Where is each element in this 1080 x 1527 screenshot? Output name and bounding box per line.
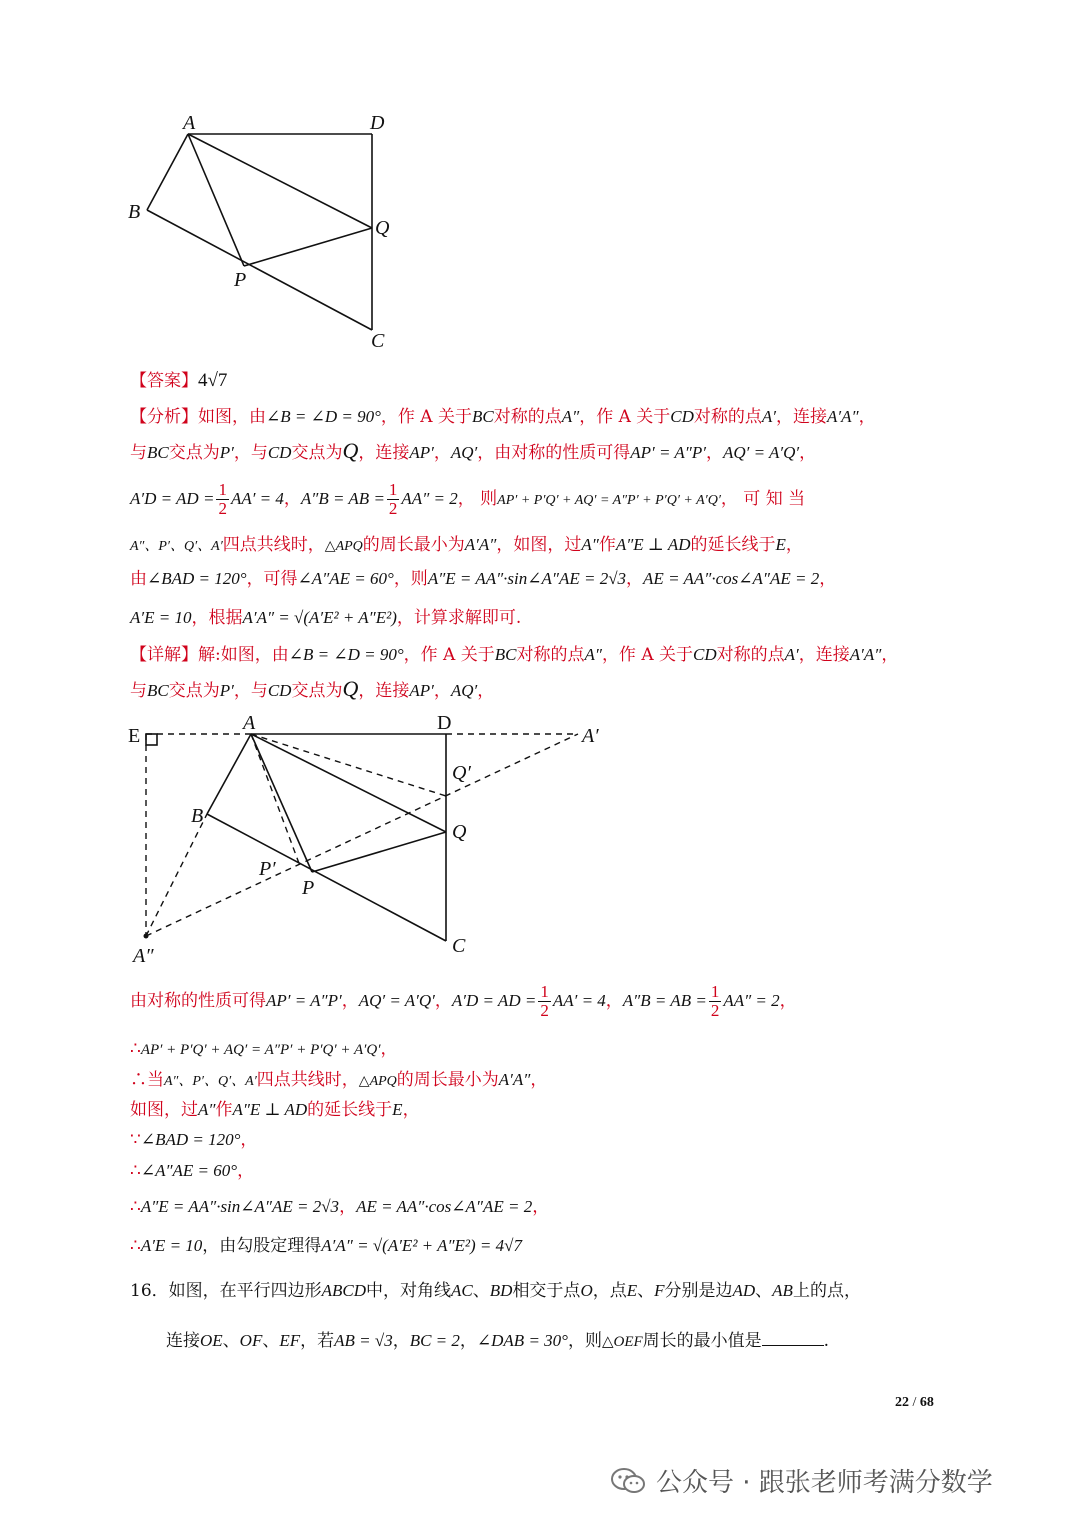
math: AA′ = 4 — [230, 489, 284, 508]
text: 与 — [130, 443, 147, 463]
analysis-line-1 — [130, 402, 970, 432]
text: ， — [881, 645, 899, 665]
text: ， — [237, 1161, 255, 1181]
text: ， — [626, 569, 644, 589]
denominator: 2 — [710, 1001, 720, 1020]
step-line-4 — [130, 1095, 970, 1125]
math: AQ′ = A′Q′ — [722, 443, 800, 462]
text: 、 — [262, 1331, 280, 1351]
math: P′ — [219, 681, 234, 700]
math: ∠B = ∠D = 90° — [288, 645, 404, 664]
fig2-label-b: B — [191, 805, 204, 827]
fig2-label-q-prime: Q′ — [452, 762, 471, 784]
numerator: 1 — [388, 480, 398, 499]
text: 对称的点 — [493, 407, 562, 427]
text: 的周长最小为 — [362, 535, 465, 555]
math: AA′ = 4 — [552, 991, 606, 1010]
numerator: 1 — [710, 982, 720, 1001]
fig1-label-q: Q — [375, 217, 390, 239]
text: ， — [799, 443, 817, 463]
math: Q — [342, 676, 359, 701]
math: OF — [239, 1331, 263, 1350]
math: A″B = AB = — [300, 489, 385, 508]
step-line-8 — [130, 1231, 970, 1261]
math: A″E ⊥ AD — [615, 535, 691, 554]
math: A″ — [198, 1100, 216, 1119]
analysis-tag: 【分析】 — [130, 407, 198, 427]
text: ， 可 知 当 — [720, 489, 806, 509]
fig2-label-p: P — [302, 877, 315, 899]
text: 相交于点 — [512, 1281, 581, 1301]
text: 的延长线于 — [690, 535, 776, 555]
analysis-line-4 — [130, 530, 970, 562]
text: . — [823, 1331, 830, 1351]
text: ， — [341, 991, 359, 1011]
text: ， — [283, 489, 301, 509]
math: A″ — [561, 407, 580, 426]
text: 如图，过 — [130, 1100, 198, 1120]
math: CD — [267, 681, 292, 700]
text: ， — [433, 443, 451, 463]
math: AP′ — [409, 681, 434, 700]
math: CD — [670, 407, 694, 426]
math: AP′ + P′Q′ + AQ′ = A″P′ + P′Q′ + A′Q′ — [140, 1042, 381, 1058]
text: 对称的点 — [693, 407, 762, 427]
math: EF — [279, 1331, 301, 1350]
text: 对称的点 — [716, 645, 785, 665]
fig1-label-c: C — [371, 330, 385, 352]
text: ， — [779, 991, 797, 1011]
wechat-icon — [610, 1467, 646, 1495]
math: O — [580, 1281, 593, 1300]
math: ∠DAB = 30° — [476, 1331, 568, 1350]
fig1-label-a: A — [183, 112, 196, 134]
text: 、 — [637, 1281, 655, 1301]
math: △OEF — [601, 1334, 643, 1350]
math: AQ′ — [450, 443, 478, 462]
text: ，作 A 关于 — [403, 645, 495, 665]
fig2-label-a-double-prime: A″ — [133, 945, 154, 967]
text: 交点为 — [291, 681, 343, 701]
text: ， — [785, 535, 803, 555]
math: CD — [267, 443, 292, 462]
math: A′A″ — [849, 645, 882, 664]
problem-16-line-1 — [130, 1276, 970, 1306]
text: ∴ — [130, 1197, 141, 1217]
math: AA″ = 2 — [723, 991, 780, 1010]
text: ， — [532, 1197, 550, 1217]
text: 对称的点 — [516, 645, 585, 665]
math: ∠B = ∠D = 90° — [266, 407, 381, 426]
problem-number: 16． — [130, 1281, 169, 1301]
step-line-3 — [130, 1065, 970, 1097]
text: ，与 — [233, 681, 268, 701]
numerator: 1 — [540, 982, 549, 1001]
math: ABCD — [321, 1281, 367, 1300]
text: 的周长最小为 — [396, 1070, 499, 1090]
answer-line — [130, 366, 970, 396]
step-line-2 — [130, 1034, 970, 1065]
text: ，若 — [300, 1331, 335, 1351]
text: ， — [433, 681, 451, 701]
text: 周长的最小值是 — [642, 1331, 762, 1351]
page-number — [895, 1395, 934, 1411]
text: 、 — [472, 1281, 490, 1301]
text: 解:如图，由 — [198, 645, 289, 665]
math: BC — [472, 407, 494, 426]
text: ， — [705, 443, 723, 463]
text: ， — [380, 1039, 398, 1059]
text: 上的点， — [792, 1281, 861, 1301]
math: A′A″ = √(A′E² + A″E²) — [242, 608, 397, 627]
text: 分别是边 — [664, 1281, 733, 1301]
text: ，可得 — [246, 569, 298, 589]
text: ， — [459, 1331, 477, 1351]
text: ，作 A 关于 — [380, 407, 472, 427]
detail-line-2 — [130, 674, 970, 706]
math: E — [775, 535, 786, 554]
math: AP′ + P′Q′ + AQ′ = A″P′ + P′Q′ + A′Q′ — [497, 493, 721, 508]
answer-blank — [762, 1329, 824, 1346]
math: A″ — [581, 535, 599, 554]
analysis-line-6 — [130, 603, 970, 633]
math: Q — [342, 438, 359, 463]
math: A″、P′、Q′、A′ — [130, 539, 223, 554]
math: A′A″ = √(A′E² + A″E²) = 4√7 — [321, 1236, 522, 1255]
fig2-label-q: Q — [452, 821, 467, 843]
math: AP′ — [409, 443, 434, 462]
text: ， — [339, 1197, 357, 1217]
math: BC — [494, 645, 517, 664]
text: ， — [434, 991, 452, 1011]
page-current: 22 — [895, 1395, 909, 1410]
math: A″ — [584, 645, 602, 664]
fraction — [387, 481, 400, 518]
math: ∠BAD = 120° — [147, 569, 247, 588]
text: ， — [392, 1331, 410, 1351]
step-line-5 — [130, 1125, 970, 1155]
math: A″、P′、Q′、A′ — [164, 1074, 257, 1089]
math: AA″ = 2 — [401, 489, 458, 508]
watermark — [610, 1462, 993, 1499]
text: ，则 — [567, 1331, 602, 1351]
fig2-label-e: E — [128, 725, 141, 747]
text: 由 — [130, 569, 147, 589]
text: ∴ — [130, 1236, 141, 1256]
math: A′A″ — [827, 407, 859, 426]
math: OE — [200, 1331, 223, 1350]
text: 如图，在平行四边形 — [168, 1281, 322, 1301]
math: AC — [451, 1281, 473, 1300]
text: ， — [858, 407, 876, 427]
math: AB — [772, 1281, 793, 1300]
denominator: 2 — [388, 499, 398, 518]
text: 如图，由 — [198, 407, 266, 427]
text: ，根据 — [191, 608, 243, 628]
text: 作 — [215, 1100, 233, 1120]
analysis-line-3 — [130, 476, 970, 522]
text: ， — [402, 1100, 420, 1120]
math: A′ — [784, 645, 799, 664]
step-line-1 — [130, 978, 970, 1024]
text: ，由对称的性质可得 — [477, 443, 631, 463]
fig1-label-p: P — [234, 269, 247, 291]
text: ，作 A 关于 — [579, 407, 671, 427]
text: ，连接 — [776, 407, 828, 427]
text: ， — [240, 1130, 258, 1150]
text: ，由勾股定理得 — [202, 1236, 322, 1256]
text: 、 — [755, 1281, 773, 1301]
text: 四点共线时， — [256, 1070, 359, 1090]
math: A′E = 10 — [140, 1236, 203, 1255]
answer-value: 4√7 — [198, 370, 228, 391]
numerator: 1 — [218, 480, 227, 499]
math: ∠A″AE = 60° — [140, 1161, 238, 1180]
math: BC = 2 — [409, 1331, 460, 1350]
fig1-label-b: B — [128, 201, 141, 223]
math: A′E = 10 — [130, 608, 192, 627]
text: ，如图，过 — [496, 535, 582, 555]
math: A″B = AB = — [622, 991, 707, 1010]
figure-2-diagram — [125, 705, 615, 973]
text: 中，对角线 — [366, 1281, 452, 1301]
text: 、 — [222, 1331, 240, 1351]
math: AB = √3 — [334, 1331, 393, 1350]
math: AE = AA″·cos∠A″AE = 2 — [643, 569, 820, 588]
text: 四点共线时， — [222, 535, 325, 555]
fig2-label-d: D — [437, 712, 452, 734]
text: ，连接 — [798, 645, 850, 665]
text: ，连接 — [358, 681, 410, 701]
text: 的延长线于 — [307, 1100, 393, 1120]
math: AQ′ — [450, 681, 478, 700]
math: △APQ — [324, 539, 363, 554]
math: AP′ = A″P′ — [630, 443, 706, 462]
text: ， — [477, 681, 495, 701]
math: A″E = AA″·sin∠A″AE = 2√3 — [427, 569, 627, 588]
figure-1-diagram — [120, 108, 420, 353]
text: ∴ — [130, 1039, 141, 1059]
analysis-line-2 — [130, 436, 970, 468]
text: ，作 A 关于 — [601, 645, 694, 665]
text: ∴ — [130, 1161, 141, 1181]
math: P′ — [219, 443, 234, 462]
text: ，与 — [233, 443, 268, 463]
problem-16-line-2 — [166, 1326, 1006, 1357]
math: BC — [147, 681, 169, 700]
text: ，则 — [393, 569, 428, 589]
text: ， 则 — [457, 489, 498, 509]
math: CD — [693, 645, 717, 664]
text: 交点为 — [168, 681, 220, 701]
math: A′D = AD = — [451, 991, 537, 1010]
fig2-label-a: A — [243, 712, 256, 734]
page-separator: / — [909, 1395, 920, 1410]
math: A′A″ — [464, 535, 497, 554]
analysis-line-5 — [130, 564, 970, 594]
text: 由对称的性质可得 — [130, 991, 266, 1011]
text: ， — [819, 569, 837, 589]
math: AD — [732, 1281, 756, 1300]
fig2-label-p-prime: P′ — [259, 858, 276, 880]
detail-tag: 【详解】 — [130, 645, 198, 665]
fig2-label-a-prime: A′ — [582, 725, 599, 747]
fraction — [538, 983, 551, 1020]
step-line-7 — [130, 1192, 970, 1222]
text: 交点为 — [291, 443, 343, 463]
text: ， — [605, 991, 623, 1011]
fig2-label-c: C — [452, 935, 466, 957]
math: E — [626, 1281, 638, 1300]
math: F — [654, 1281, 665, 1300]
math: AP′ = A″P′ — [266, 991, 342, 1010]
text: ，点 — [592, 1281, 627, 1301]
text: ，计算求解即可. — [396, 608, 522, 628]
denominator: 2 — [540, 1001, 549, 1020]
fig1-label-d: D — [370, 112, 385, 134]
math: AE = AA″·cos∠A″AE = 2 — [356, 1197, 533, 1216]
math: △APQ — [358, 1074, 397, 1089]
math: BD — [489, 1281, 513, 1300]
fraction — [709, 983, 722, 1020]
math: BC — [147, 443, 169, 462]
denominator: 2 — [218, 499, 227, 518]
math: ∠BAD = 120° — [140, 1130, 241, 1149]
detail-line-1 — [130, 640, 970, 670]
math: ∠A″AE = 60° — [297, 569, 394, 588]
page-total: 68 — [919, 1395, 934, 1410]
text: ∴当 — [130, 1070, 164, 1090]
math: A″E = AA″·sin∠A″AE = 2√3 — [140, 1197, 340, 1216]
math: A″E ⊥ AD — [232, 1100, 308, 1119]
text: 交点为 — [168, 443, 220, 463]
math: A′D = AD = — [130, 489, 215, 508]
text: 作 — [598, 535, 616, 555]
step-line-6 — [130, 1156, 970, 1186]
math: A′ — [761, 407, 777, 426]
text: ， — [530, 1070, 548, 1090]
math: E — [392, 1100, 403, 1119]
fraction — [216, 481, 229, 518]
watermark-text: 公众号 · 跟张老师考满分数学 — [656, 1468, 993, 1498]
answer-tag: 【答案】 — [130, 371, 198, 391]
math: AQ′ = A′Q′ — [358, 991, 435, 1010]
text: 与 — [130, 681, 147, 701]
text: 连接 — [166, 1331, 200, 1351]
text: ∵ — [130, 1130, 141, 1150]
text: ，连接 — [358, 443, 410, 463]
math: A′A″ — [498, 1070, 531, 1089]
